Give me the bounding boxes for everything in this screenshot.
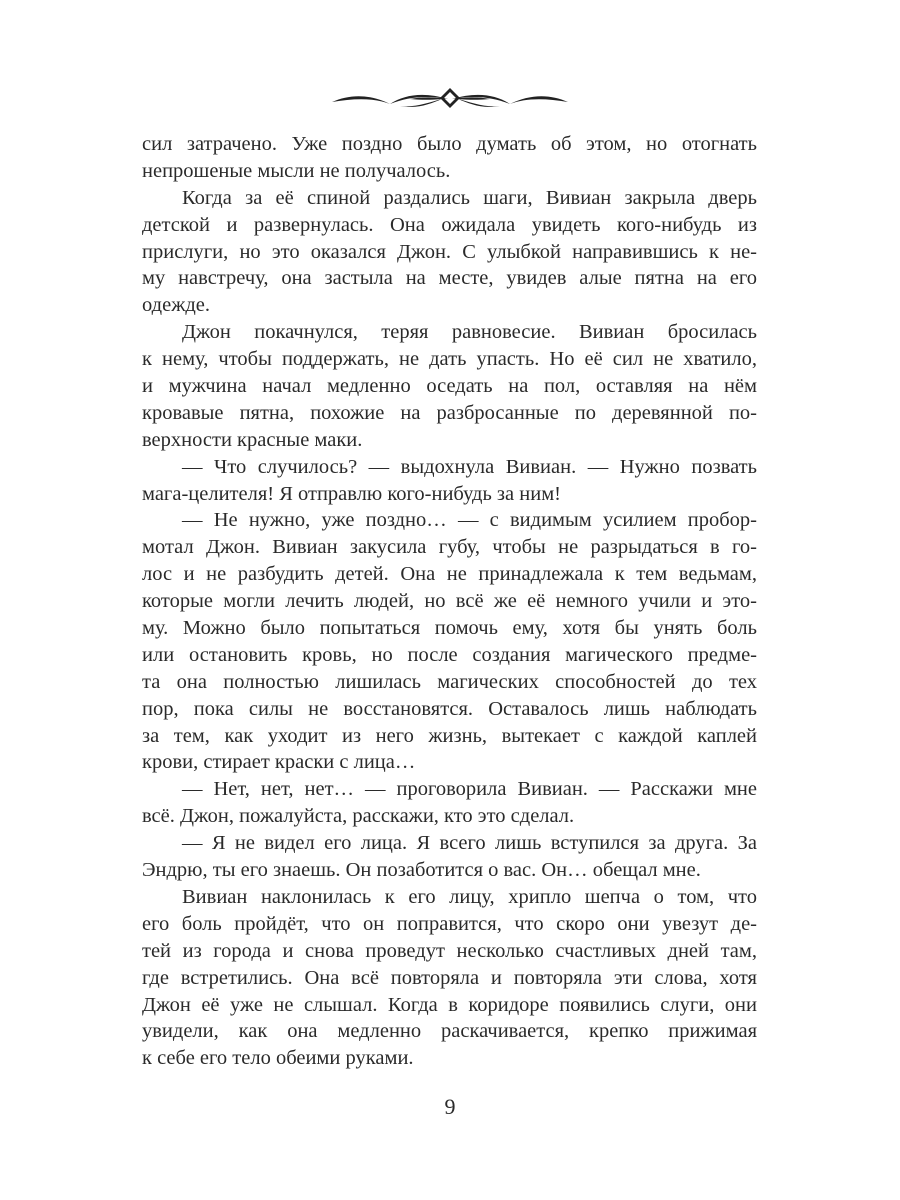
text-line: или остановить кровь, но после создания магического предме- bbox=[142, 643, 757, 666]
text-line: мага-целителя! Я отправлю кого-нибудь за ним! bbox=[142, 482, 561, 505]
text-line: — Нет, нет, нет… — проговорила Вивиан. — Расскажи мне bbox=[182, 778, 757, 801]
text-line: кровавые пятна, похожие на разбросанные по деревянной по- bbox=[142, 401, 757, 424]
paragraph bbox=[142, 185, 757, 319]
text-line: Джон её уже не слышал. Когда в коридоре появились слуги, они bbox=[142, 993, 757, 1016]
text-line: Эндрю, ты его знаешь. Он позаботится о вас. Он… обещал мне. bbox=[142, 859, 701, 882]
text-line: верхности красные маки. bbox=[142, 428, 363, 451]
text-line: непрошеные мысли не получалось. bbox=[142, 159, 451, 182]
text-line: — Что случилось? — выдохнула Вивиан. — Нужно позвать bbox=[182, 455, 757, 478]
paragraph bbox=[142, 507, 757, 776]
text-line: — Не нужно, уже поздно… — с видимым усилием пробор- bbox=[182, 509, 757, 532]
paragraph bbox=[142, 454, 757, 508]
text-line: Вивиан наклонилась к его лицу, хрипло шепча о том, что bbox=[182, 885, 757, 908]
page-number: 9 bbox=[444, 1094, 456, 1119]
text-line: увидели, как она медленно раскачивается, крепко прижимая bbox=[142, 1020, 757, 1043]
paragraph bbox=[142, 776, 757, 830]
text-line: лос и не разбудить детей. Она не принадлежала к тем ведьмам, bbox=[142, 563, 757, 586]
text-line: му навстречу, она застыла на месте, увидев алые пятна на его bbox=[142, 267, 757, 290]
text-line: тей из города и снова проведут несколько счастливых дней там, bbox=[142, 939, 757, 962]
text-line: всё. Джон, пожалуйста, расскажи, кто это сделал. bbox=[142, 805, 575, 828]
flourish-ornament-icon bbox=[330, 84, 570, 112]
text-line: и мужчина начал медленно оседать на пол, оставляя на нём bbox=[142, 375, 757, 398]
text-line: которые могли лечить людей, но всё же её немного учили и это- bbox=[142, 590, 757, 613]
text-line: детской и развернулась. Она ожидала увидеть кого-нибудь из bbox=[142, 213, 757, 236]
text-line: одежде. bbox=[142, 294, 211, 317]
text-line: прислуги, но это оказался Джон. С улыбкой направившись к не- bbox=[142, 240, 757, 263]
paragraph bbox=[142, 319, 757, 453]
text-line: к нему, чтобы поддержать, не дать упасть. Но её сил не хватило, bbox=[142, 348, 757, 371]
text-line: к себе его тело обеими руками. bbox=[142, 1047, 414, 1070]
text-line: та она полностью лишилась магических способностей до тех bbox=[142, 670, 757, 693]
paragraph bbox=[142, 830, 757, 884]
body-text bbox=[142, 131, 757, 1072]
text-line: сил затрачено. Уже поздно было думать об этом, но отогнать bbox=[142, 133, 757, 155]
text-line: где встретились. Она всё повторяла и повторяла эти слова, хотя bbox=[142, 966, 757, 989]
text-line: его боль пройдёт, что он поправится, что скоро они увезут де- bbox=[142, 912, 757, 935]
text-line: Джон покачнулся, теряя равновесие. Вивиан бросилась bbox=[182, 321, 757, 344]
text-line: крови, стирает краски с лица… bbox=[142, 751, 416, 774]
text-line: му. Можно было попытаться помочь ему, хотя бы унять боль bbox=[142, 617, 757, 640]
text-line: Когда за её спиной раздались шаги, Вивиан закрыла дверь bbox=[182, 186, 757, 209]
text-line: мотал Джон. Вивиан закусила губу, чтобы не разрыдаться в го- bbox=[142, 536, 757, 559]
paragraph bbox=[142, 884, 757, 1072]
text-line: — Я не видел его лица. Я всего лишь вступился за друга. За bbox=[182, 832, 757, 855]
text-line: за тем, как уходит из него жизнь, вытекает с каждой каплей bbox=[142, 724, 757, 747]
paragraph bbox=[142, 131, 757, 185]
text-line: пор, пока силы не восстановятся. Оставалось лишь наблюдать bbox=[142, 697, 757, 720]
